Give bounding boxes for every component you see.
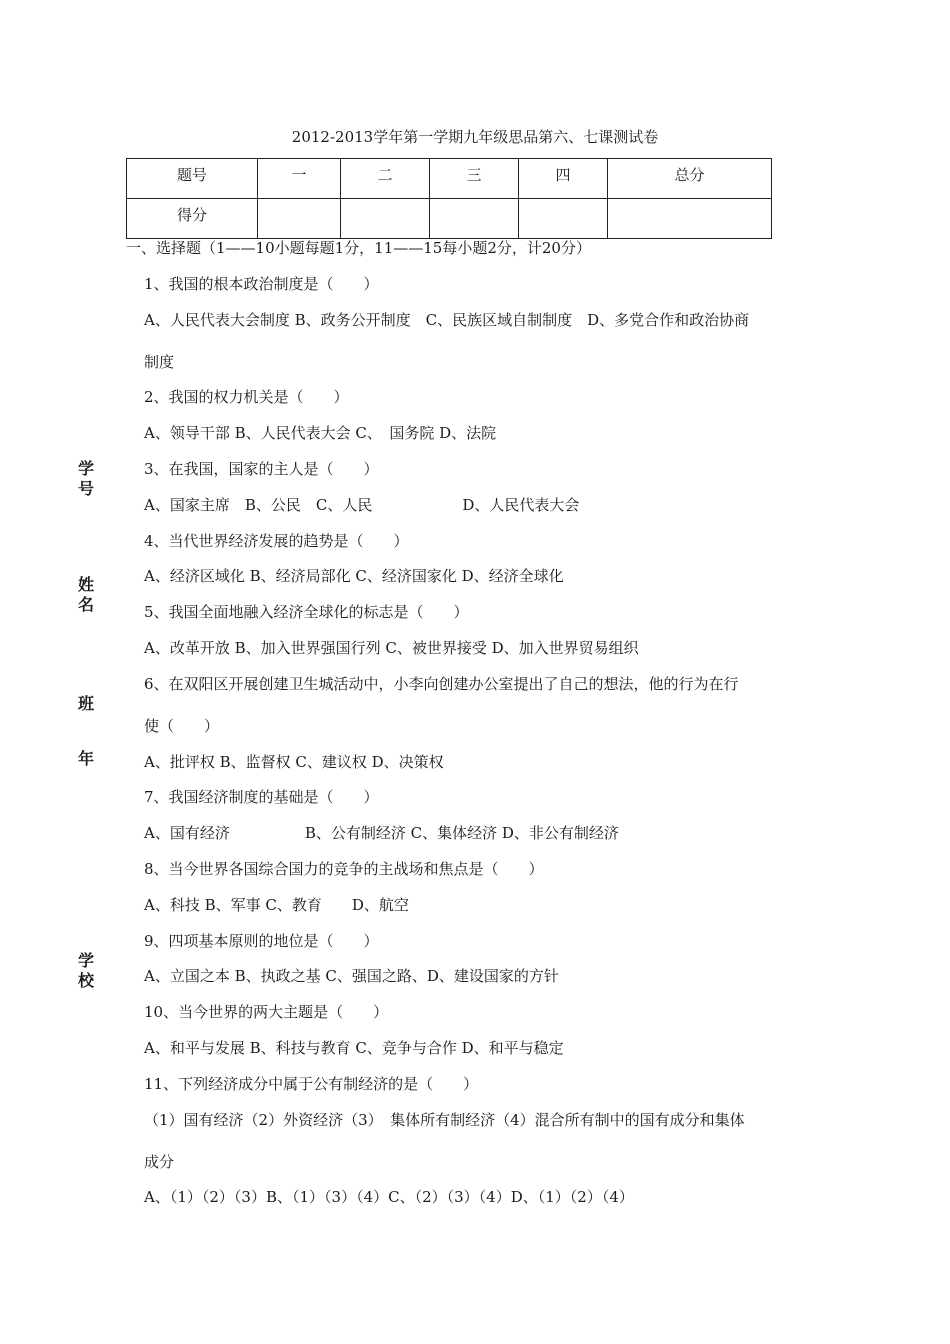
question-line: 11、下列经济成分中属于公有制经济的是（ ） — [144, 1074, 479, 1093]
question-line: 3、在我国，国家的主人是（ ） — [144, 459, 379, 478]
score-table-score-row — [127, 199, 772, 239]
score-header-cell: 一 — [258, 159, 341, 199]
score-input-cell[interactable] — [258, 199, 341, 239]
side-label-grade: 年 — [78, 749, 95, 768]
question-line: 7、我国经济制度的基础是（ ） — [144, 788, 379, 807]
score-header-cell: 总分 — [608, 159, 772, 199]
question-body — [126, 236, 824, 1221]
question-line: 2、我国的权力机关是（ ） — [144, 388, 349, 407]
score-input-cell[interactable] — [608, 199, 772, 239]
score-table-header-row — [127, 159, 772, 199]
score-row-label: 得分 — [127, 199, 258, 239]
question-line: 4、当代世界经济发展的趋势是（ ） — [144, 531, 409, 550]
score-header-cell: 三 — [430, 159, 519, 199]
score-input-cell[interactable] — [519, 199, 608, 239]
score-input-cell[interactable] — [430, 199, 519, 239]
side-label-name: 姓名 — [78, 575, 95, 614]
score-header-cell: 题号 — [127, 159, 258, 199]
statements-line: （1）国有经济（2）外资经济（3） 集体所有制经济（4）混合所有制中的国有成分和集体 — [144, 1110, 745, 1129]
section-heading: 一、选择题（1——10小题每题1分，11——15每小题2分，计20分） — [126, 239, 591, 257]
options-line: A、和平与发展 B、科技与教育 C、竞争与合作 D、和平与稳定 — [144, 1038, 564, 1057]
exam-title: 2012-2013学年第一学期九年级思品第六、七课测试卷 — [291, 128, 659, 146]
question-line: 5、我国全面地融入经济全球化的标志是（ ） — [144, 603, 469, 622]
question-line: 10、当今世界的两大主题是（ ） — [144, 1003, 389, 1022]
question-line: 8、当今世界各国综合国力的竞争的主战场和焦点是（ ） — [144, 859, 544, 878]
options-line: A、立国之本 B、执政之基 C、强国之路、D、建设国家的方针 — [144, 967, 559, 986]
options-line: A、科技 B、军事 C、教育 D、航空 — [144, 895, 409, 914]
side-label-student-id: 学号 — [78, 459, 95, 498]
options-line: A、（1）（2）（3）B、（1）（3）（4）C、（2）（3）（4）D、（1）（2）（4） — [144, 1188, 634, 1207]
statements-line: 成分 — [144, 1152, 175, 1171]
options-line: 制度 — [144, 352, 175, 371]
options-line: A、改革开放 B、加入世界强国行列 C、被世界接受 D、加入世界贸易组织 — [144, 638, 639, 657]
score-table — [126, 158, 772, 239]
score-header-cell: 二 — [341, 159, 430, 199]
options-line: A、国家主席 B、公民 C、人民 D、人民代表大会 — [144, 495, 580, 514]
options-line: A、国有经济 B、公有制经济 C、集体经济 D、非公有制经济 — [144, 824, 619, 843]
options-line: A、经济区域化 B、经济局部化 C、经济国家化 D、经济全球化 — [144, 567, 564, 586]
question-line: 9、四项基本原则的地位是（ ） — [144, 931, 379, 950]
question-line: 1、我国的根本政治制度是（ ） — [144, 274, 379, 293]
score-header-cell: 四 — [519, 159, 608, 199]
question-line: 使（ ） — [144, 716, 220, 735]
side-label-school: 学校 — [78, 951, 95, 990]
options-line: A、人民代表大会制度 B、政务公开制度 C、民族区域自制制度 D、多党合作和政治协商 — [144, 310, 750, 329]
score-input-cell[interactable] — [341, 199, 430, 239]
side-label-class: 班 — [78, 694, 95, 713]
options-line: A、批评权 B、监督权 C、建议权 D、决策权 — [144, 752, 444, 771]
question-line: 6、在双阳区开展创建卫生城活动中，小李向创建办公室提出了自己的想法，他的行为在行 — [144, 674, 739, 693]
options-line: A、领导干部 B、人民代表大会 C、 国务院 D、法院 — [144, 424, 497, 443]
